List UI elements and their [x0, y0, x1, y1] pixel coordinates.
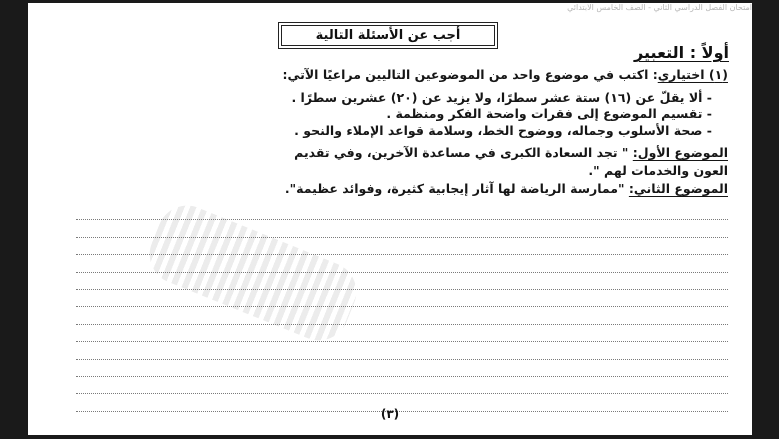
writing-line — [76, 220, 728, 237]
writing-line — [76, 255, 728, 272]
page-number: (٣) — [380, 407, 400, 421]
choice-label: (١) اختياري — [657, 67, 728, 82]
topic-1-text: " تجد السعادة الكبرى في مساعدة الآخرين، وفي تقديم — [294, 145, 633, 160]
writing-line — [76, 203, 728, 220]
writing-line — [76, 273, 728, 290]
writing-line — [76, 342, 728, 359]
choice-instruction — [283, 67, 728, 82]
writing-line — [76, 325, 728, 342]
instruction-text: أجب عن الأسئلة التالية — [315, 28, 461, 43]
topic-1-label: الموضوع الأول: — [632, 145, 728, 160]
writing-line — [76, 290, 728, 307]
choice-text: : اكتب في موضوع واحد من الموضوعين التاليين مراعيًا الآتي: — [282, 67, 658, 82]
writing-line — [76, 360, 728, 377]
instruction-box — [281, 25, 495, 46]
writing-lines — [76, 203, 728, 412]
topic-1 — [294, 145, 728, 160]
writing-line — [76, 238, 728, 255]
topic-2-label: الموضوع الثاني: — [628, 181, 728, 196]
topic-1-continuation: العون والخدمات لهم ". — [588, 163, 728, 178]
writing-line — [76, 307, 728, 324]
rule-item: - تقسيم الموضوع إلى فقرات واضحة الفكر ومنظمة . — [386, 106, 712, 121]
section-heading: أولاً : التعبير — [634, 43, 729, 62]
writing-line — [76, 377, 728, 394]
exam-page — [28, 3, 752, 435]
rule-item: - صحة الأسلوب وجماله، ووضوح الخط، وسلامة قواعد الإملاء والنحو . — [294, 123, 712, 138]
header-strip: امتحان الفصل الدراسي الثاني - الصف الخامس الابتدائي — [567, 3, 752, 12]
rule-item: - ألا يقلّ عن (١٦) ستة عشر سطرًا، ولا يزيد عن (٢٠) عشرين سطرًا . — [291, 90, 712, 105]
topic-2 — [285, 181, 728, 196]
topic-2-text: "ممارسة الرياضة لها آثار إيجابية كثيرة، وفوائد عظيمة". — [284, 181, 629, 196]
